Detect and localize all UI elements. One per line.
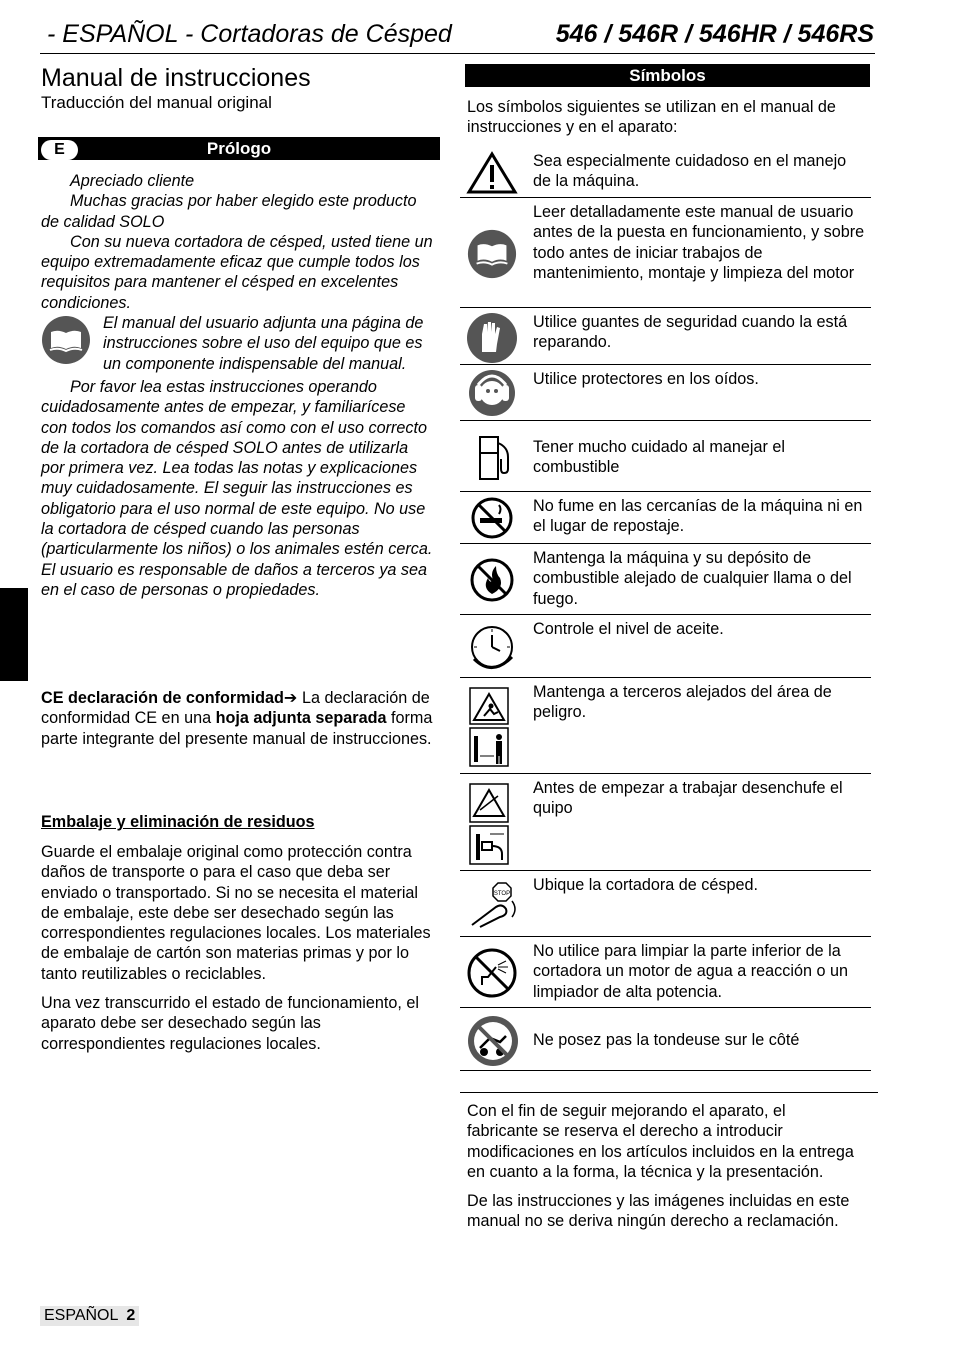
prologo-intro: Con su nueva cortadora de césped, usted tiene un equipo extremadamente eficaz que cumple todos los requisitos para mantener el césped en excelentes condiciones. — [41, 232, 433, 312]
symbol-row — [460, 365, 871, 421]
ce-heading: CE declaración de conformidad — [41, 689, 284, 707]
no-tilt-mower-icon — [466, 1014, 520, 1068]
symbol-text: Controle el nivel de aceite. — [533, 620, 724, 638]
ce-declaration — [41, 688, 433, 749]
stop-engine-icon — [466, 879, 518, 931]
page-number: 2 — [126, 1307, 136, 1324]
safety-gloves-icon — [466, 312, 518, 364]
symbol-text: Mantenga la máquina y su depósito de combustible alejado de cualquier llama o del fuego. — [533, 549, 852, 608]
symbol-row — [460, 544, 871, 615]
prologo-manual-note — [41, 313, 433, 374]
symbol-row — [460, 308, 871, 365]
symbol-row — [460, 937, 871, 1008]
closing-para-1: Con el fin de seguir mejorando el aparato, el fabricante se reserva el derecho a introducir modificaciones en los artículos incluidos en la entrega en cuanto a la forma, la técnica y la presentación. — [467, 1102, 854, 1181]
symbol-row — [460, 492, 871, 544]
arrow-icon: ➔ — [283, 689, 298, 707]
no-open-flame-icon — [466, 556, 518, 604]
ce-text-1: La declaración de conformidad CE en una — [41, 689, 430, 728]
symbol-text: Antes de empezar a trabajar desenchufe el quipo — [533, 779, 843, 818]
prologo-text — [41, 171, 433, 600]
symbol-text: No utilice para limpiar la parte inferior de la cortadora un motor de agua a reacción o un limpiador de alta potencia. — [533, 942, 848, 1001]
fuel-pump-icon — [466, 433, 518, 483]
symbol-text: Utilice guantes de seguridad cuando la está reparando. — [533, 313, 848, 352]
oil-level-icon — [466, 621, 518, 673]
symbol-row — [460, 1008, 871, 1071]
symbol-row — [460, 678, 871, 774]
manual-subtitle: Traducción del manual original — [41, 93, 272, 112]
unplug-before-work-icon — [466, 782, 512, 866]
embalaje-text — [41, 842, 433, 1054]
header-divider — [40, 53, 875, 54]
prologo-instructions: Por favor lea estas instrucciones operando cuidadosamente antes de empezar, y familiarícese con todos los comandos así como con el uso correcto de la cortadora de césped SOLO antes de utilizarla por primera vez. Lea todas las notas y explicaciones muy cuidadosamente. El seguir las instrucciones es obligatorio para el uso normal de este equipo. No use la cortadora de césped cuando las personas (particularmente los niños) o los animales estén cerca. El usuario es responsable de daños a terceros ya sea en el caso de personas o propiedades. — [41, 377, 433, 599]
symbol-row — [460, 615, 871, 678]
ce-text-2: forma parte integrante del presente manual de instrucciones. — [41, 709, 433, 748]
no-smoking-icon — [466, 496, 518, 540]
no-water-jet-icon — [466, 947, 518, 999]
footer-language: ESPAÑOL — [44, 1307, 119, 1324]
closing-para-2: De las instrucciones y las imágenes incluidas en este manual no se deriva ningún derecho a reclamación. — [467, 1192, 850, 1231]
read-manual-icon — [466, 228, 518, 280]
prologo-heading: Prólogo — [38, 137, 440, 160]
prologo-greeting: Apreciado cliente — [70, 172, 195, 190]
prologo-manual-text: El manual del usuario adjunta una página de instrucciones sobre el uso del equipo que es un componente indispensable del manual. — [103, 314, 424, 373]
symbol-text: Utilice protectores en los oídos. — [533, 370, 759, 388]
ear-protection-icon — [466, 369, 518, 417]
symbol-row — [460, 421, 871, 492]
embalaje-para-1: Guarde el embalaje original como protección contra daños de transporte o para el caso que deba ser enviado o transportado. Si no se necesita el material de embalaje, este debe ser desechado según las correspondientes regulaciones locales. Los materiales de embalaje de cartón son materias primas y por lo tanto reutilizables o reciclables. — [41, 843, 431, 983]
symbol-text: No fume en las cercanías de la máquina ni en el lugar de repostaje. — [533, 497, 863, 536]
section-divider — [460, 1092, 878, 1093]
simbolos-heading: Símbolos — [465, 64, 870, 87]
header-models: 546 / 546R / 546HR / 546RS — [555, 20, 874, 48]
manual-title: Manual de instrucciones — [41, 64, 311, 92]
warning-triangle-icon — [466, 151, 518, 195]
page-footer — [40, 1306, 139, 1326]
symbol-row — [460, 871, 871, 937]
symbol-text: Ubique la cortadora de césped. — [533, 876, 758, 894]
symbol-text: Leer detalladamente este manual de usuario antes de la puesta en funcionamiento, y sobre todo antes de iniciar trabajos de mantenimiento, montaje y limpieza del motor — [533, 203, 865, 282]
svg-text:STOP: STOP — [493, 891, 511, 897]
closing-text — [467, 1101, 857, 1232]
ce-attachment: hoja adjunta separada — [215, 709, 387, 728]
symbol-text: Ne posez pas la tondeuse sur le côté — [533, 1031, 800, 1049]
symbol-row — [460, 198, 871, 308]
symbol-row — [460, 147, 871, 198]
embalaje-para-2: Una vez transcurrido el estado de funcionamiento, el aparato debe ser desechado según las correspondientes regulaciones locales. — [41, 994, 419, 1053]
symbol-text: Sea especialmente cuidadoso en el manejo de la máquina. — [533, 152, 847, 191]
prologo-thanks: Muchas gracias por haber elegido este producto de calidad SOLO — [41, 192, 417, 231]
header-title: - ESPAÑOL - Cortadoras de Césped — [47, 20, 452, 48]
keep-distance-icon — [466, 686, 512, 768]
simbolos-intro: Los símbolos siguientes se utilizan en el manual de instrucciones y en el aparato: — [467, 98, 836, 137]
language-badge: E — [41, 140, 78, 160]
language-side-tab — [0, 588, 28, 681]
symbol-text: Tener mucho cuidado al manejar el combustible — [533, 438, 785, 477]
read-manual-icon — [41, 315, 99, 373]
symbol-row — [460, 774, 871, 871]
symbol-text: Mantenga a terceros alejados del área de peligro. — [533, 683, 832, 722]
embalaje-heading: Embalaje y eliminación de residuos — [41, 813, 315, 831]
